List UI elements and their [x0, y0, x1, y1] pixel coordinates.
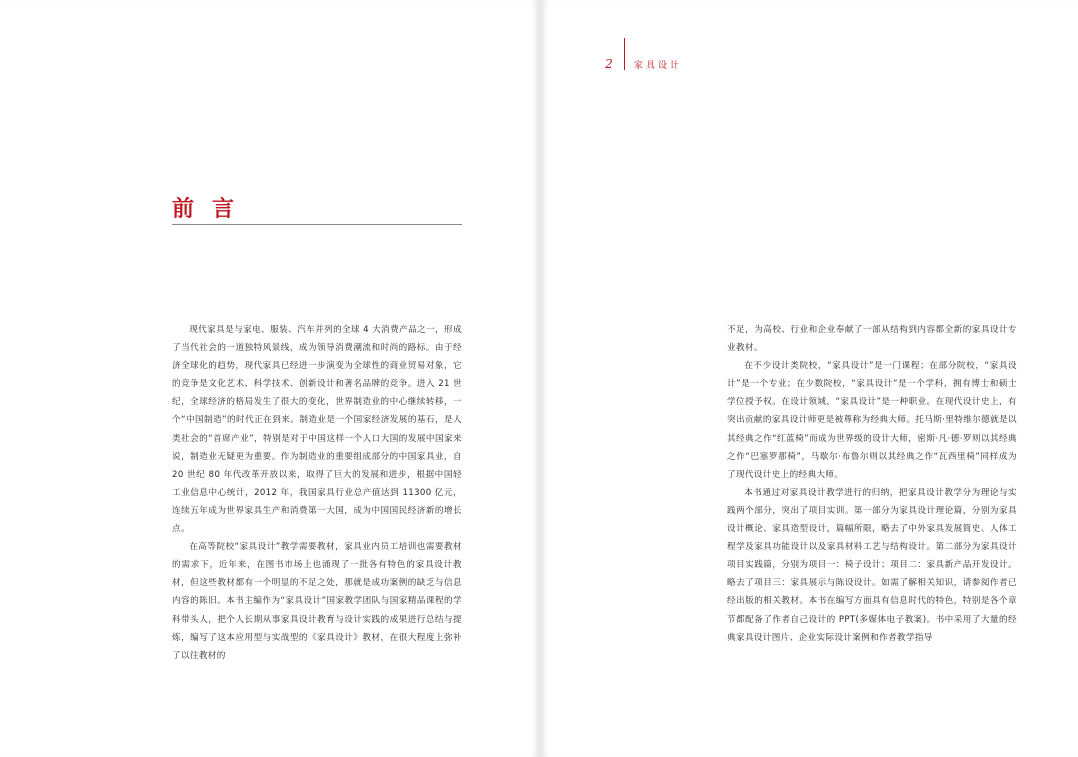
- running-header: [600, 38, 682, 70]
- heading-underline: [172, 224, 462, 225]
- paragraph: 本书通过对家具设计教学进行的归纳，把家具设计教学分为理论与实践两个部分，突出了项目实训。第一部分为家具设计理论篇，分别为家具设计概论、家具造型设计，篇幅所限，略去了中外家具发展简史、人体工程学及家具功能设计以及家具材料工艺与结构设计。第二部分为家具设计项目实践篇，分别为项目一：椅子设计；项目二：家具新产品开发设计。略去了项目三：家具展示与陈设设计。如需了解相关知识，请参阅作者已经出版的相关教材。本书在编写方面具有信息时代的特色，特别是各个章节都配备了作者自己设计的 PPT(多媒体电子教案)。书中采用了大量的经典家具设计图片、企业实际设计案例和作者教学指导: [727, 487, 1017, 643]
- preface-heading: 前言: [172, 196, 253, 222]
- paragraph: 在高等院校“家具设计”教学需要教材，家具业内员工培训也需要教材的需求下，近年来，在图书市场上也涌现了一批各有特色的家具设计教材，但这些教材都有一个明显的不足之处，那就是成功案例的缺乏与信息内容的陈旧。本书主编作为“家具设计”国家教学团队与国家精品课程的学科带头人，把个人长期从事家具设计教育与设计实践的成果进行总结与提炼，编写了这本应用型与实战型的《家具设计》教材，在很大程度上弥补了以往教材的: [172, 542, 462, 661]
- left-body-text: [172, 321, 462, 665]
- header-divider: [624, 38, 625, 70]
- right-body-text: [727, 321, 1017, 647]
- page-number: 2: [605, 57, 613, 71]
- right-page: [542, 0, 1078, 757]
- running-header-title: 家具设计: [634, 60, 683, 71]
- paragraph: 现代家具是与家电、服装、汽车并列的全球 4 大消费产品之一，形成了当代社会的一道独特风景线，成为领导消费潮流和时尚的路标。由于经济全球化的趋势，现代家具已经进一步演变为全球性的商业贸易对象，它的竞争是文化艺术、科学技术、创新设计和著名品牌的竞争。进入 21 世纪，全球经济的格局发生了很大的变化，世界制造业的中心继续转移，一个“中国制造”的时代正在到来。制造业是一个国家经济发展的基石，是人类社会的“首席产业”，特别是对于中国这样一个人口大国的发展中国家来说，制造业无疑更为重要。作为制造业的重要组成部分的中国家具业，自 20 世纪 80 年代改革开放以来，取得了巨大的发展和进步，根据中国轻工业信息中心统计，2012 年，我国家具行业总产值达到 11300 亿元，连续五年成为世界家具生产和消费第一大国，成为中国国民经济新的增长点。: [172, 325, 462, 535]
- paragraph: 在不少设计类院校，“家具设计”是一门课程；在部分院校，“家具设计”是一个专业；在少数院校，“家具设计”是一个学科，拥有博士和硕士学位授予权。在设计领域，“家具设计”是一种职业。在现代设计史上，有突出贡献的家具设计师更是被尊称为经典大师。托马斯·里特维尔德就是以其经典之作“红蓝椅”而成为世界级的设计大师，密斯·凡·德·罗则以其经典之作“巴塞罗那椅”，马歇尔·布鲁尔则以其经典之作“瓦西里椅”同样成为了现代设计史上的经典大师。: [727, 361, 1017, 480]
- left-page: [0, 0, 538, 757]
- paragraph: 不足，为高校、行业和企业奉献了一部从结构到内容都全新的家具设计专业教材。: [727, 325, 1017, 354]
